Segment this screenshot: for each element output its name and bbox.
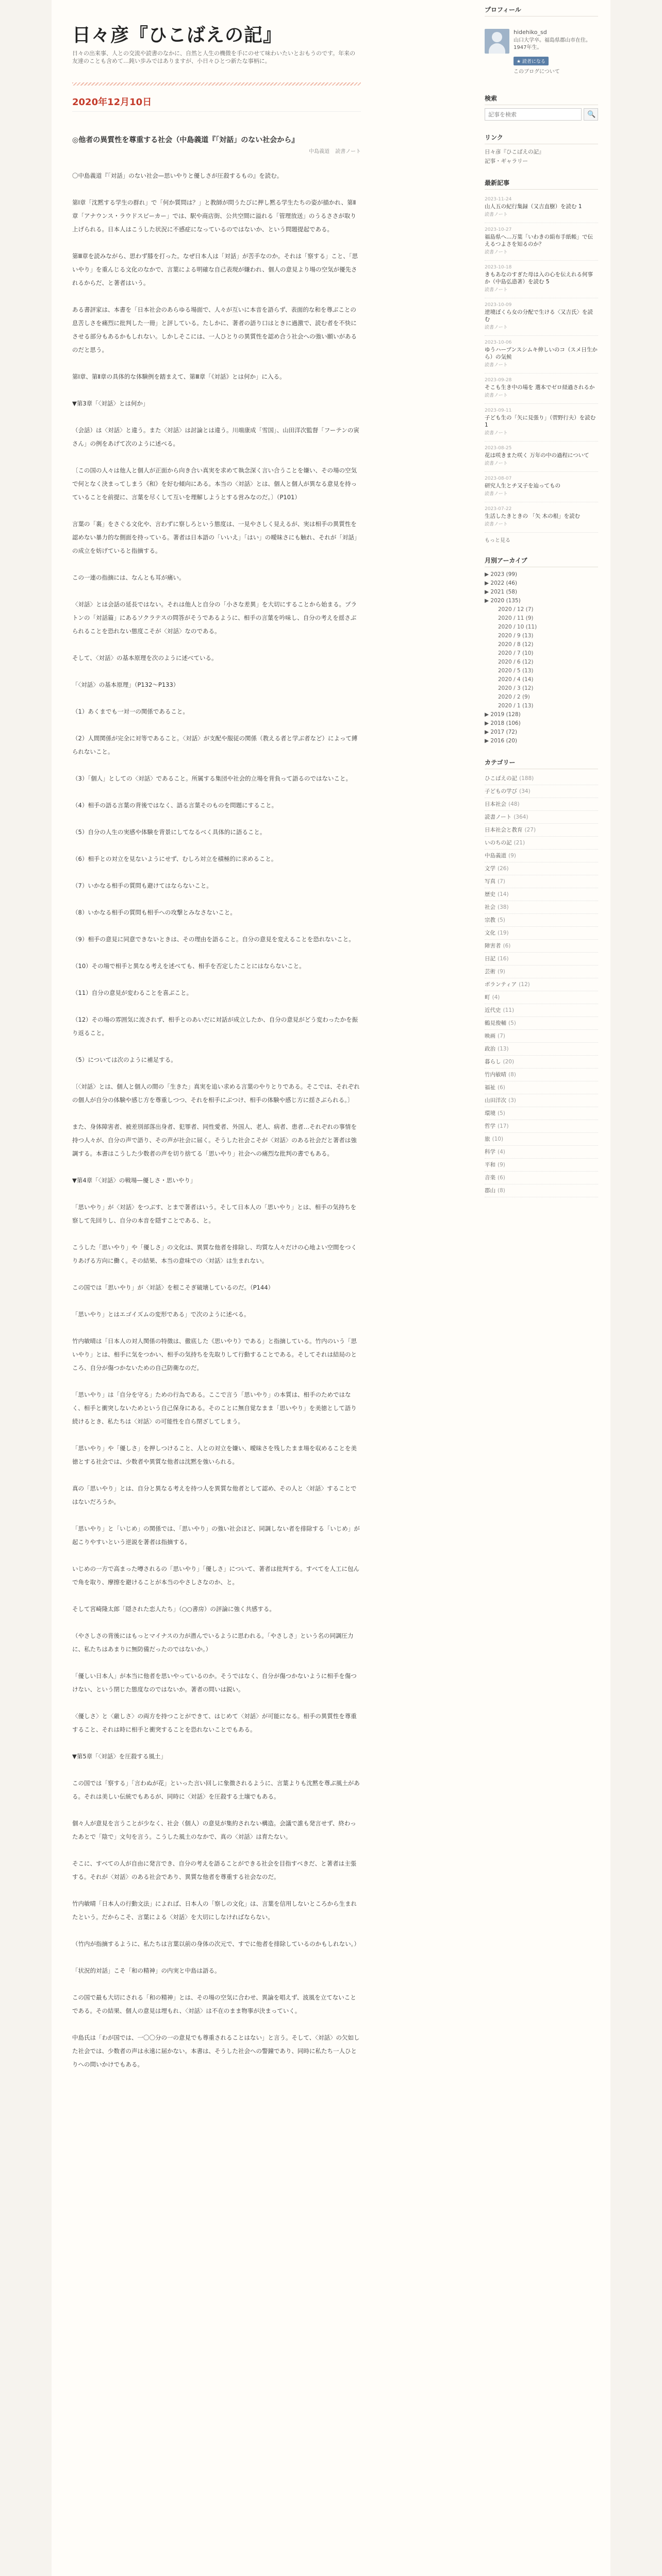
category-label[interactable]: 文学 — [485, 866, 495, 872]
post-paragraph: いじめの一方で高まった噂されるの「思いやり」「優しさ」について、著者は批判する。すべてを人工に包んで角を取り、摩擦を避けることが本当のやさしさなのか、と。 — [72, 1565, 360, 1586]
category-label[interactable]: 山田洋次 — [485, 1097, 506, 1104]
category-item[interactable] — [485, 824, 598, 837]
category-item[interactable] — [485, 927, 598, 940]
category-label[interactable]: 宗教 — [485, 917, 495, 923]
archive-item[interactable]: 2020 / 12 (7) — [498, 606, 534, 613]
category-item[interactable] — [485, 953, 598, 965]
category-label[interactable]: 読書ノート — [485, 814, 512, 820]
archive-item[interactable]: 2020 / 3 (12) — [498, 685, 534, 691]
post-paragraph: 「状況的対話」こそ「和の精神」の内実と中島は語る。 — [72, 1967, 221, 1974]
category-count: (5) — [498, 1110, 505, 1116]
recent-post-date: 2023-08-25 — [485, 446, 512, 451]
post-paragraph: （9）相手の意見に同意できないときは、その理由を語ること。自分の意見を変えることを恐れないこと。 — [72, 936, 355, 943]
category-count: (7) — [498, 878, 505, 885]
recent-post-cat: 読書ノート — [485, 461, 508, 466]
category-label[interactable]: 暮らし — [485, 1059, 501, 1065]
post-paragraph: 中島氏は「わが国では、一〇〇分の一の意見でも尊重されることはない」と言う。そして、〈対話〉の欠如した社会では、少数者の声は永遠に届かない。本書は、そうした社会への警鐘であり、同時に私たち一人ひとりへの問いかけでもある。 — [72, 2034, 360, 2068]
category-label[interactable]: 写真 — [485, 878, 495, 885]
category-item[interactable] — [485, 862, 598, 875]
archive-item[interactable]: 2020 / 8 (12) — [498, 641, 534, 648]
blog-title[interactable]: 日々彦『ひこばえの記』 — [72, 25, 283, 46]
recent-post-cat: 読書ノート — [485, 287, 508, 293]
recent-post-date: 2023-09-28 — [485, 378, 512, 383]
category-count: (11) — [503, 1007, 515, 1013]
post-date[interactable]: 2020年12月10日 — [72, 95, 361, 112]
archive-item[interactable]: 2020 / 1 (13) — [498, 703, 534, 709]
recent-post-cat: 読書ノート — [485, 431, 508, 436]
category-count: (6) — [498, 1084, 505, 1091]
category-count: (6) — [503, 943, 511, 949]
recent-post-title[interactable]: 福島県へ…万葉「いわきの絹布手紙帳」で伝えるつよさを知るのか？ — [485, 234, 593, 247]
categories-module — [485, 758, 598, 1197]
archive-item[interactable]: 2020 / 7 (10) — [498, 650, 534, 656]
category-label[interactable]: 中島義道 — [485, 853, 506, 859]
category-count: (3) — [508, 1097, 516, 1104]
archive-item[interactable]: ▶ 2022 (46) — [485, 580, 518, 586]
recent-posts-module — [485, 178, 598, 544]
category-label[interactable]: 子どもの学び — [485, 788, 517, 794]
category-label[interactable]: 郡山 — [485, 1188, 495, 1194]
post-paragraph: 第Ⅰ章「沈黙する学生の群れ」で「何か質問は？」と教師が問うたびに押し黙る学生たちの姿が描かれ、第Ⅱ章「アナウンス・ラウドスピーカー」では、駅や商店街、公共空間に溢れる「管理放送」のうるささが取り上げられる。日本人はこうした状況に不感症になっているのではないか、という問題提起である。 — [72, 199, 356, 233]
post-paragraph: 「思いやり」と「いじめ」の関係では、「思いやり」の強い社会ほど、同調しない者を排除する「いじめ」が起こりやすいという逆説を著者は指摘する。 — [72, 1525, 360, 1546]
post-paragraph: 「思いやり」が〈対話〉をつぶす、とまで著者はいう。そして日本人の「思いやり」とは、相手の気持ちを察して先回りし、自分の本音を隠すことである、と。 — [72, 1204, 357, 1224]
archive-item[interactable]: 2020 / 2 (9) — [498, 694, 530, 700]
recent-post-date: 2023-10-06 — [485, 340, 512, 345]
post-paragraph: そして、〈対話〉の基本原理を次のように述べている。 — [72, 654, 218, 662]
post-paragraph: この国で最も大切にされる「和の精神」とは、その場の空気に合わせ、異論を唱えず、波風を立てないことである。その結果、個人の意見は埋もれ、〈対話〉は不在のまま物事が決まっていく。 — [72, 1994, 356, 2014]
archive-item[interactable]: 2020 / 6 (12) — [498, 659, 534, 665]
category-count: (7) — [498, 1033, 505, 1039]
category-count: (14) — [498, 891, 509, 897]
post-paragraph: 竹内敏晴「日本人の行動文法」によれば、日本人の「察しの文化」は、言葉を信用しないところから生まれたという。だからこそ、言葉による〈対話〉を大切にしなければならない。 — [72, 1900, 357, 1921]
recent-post-title[interactable]: そこも生き中の場を 選本でゼロ経過されるか — [485, 384, 595, 391]
recent-post-item[interactable] — [485, 502, 598, 533]
links-heading: リンク — [485, 133, 598, 144]
recent-post-date: 2023-10-18 — [485, 265, 512, 270]
recent-list — [485, 193, 598, 533]
post-paragraph: 真の「思いやり」とは、自分と異なる考えを持つ人を異質な他者として認め、その人と〈対話〉することではないだろうか。 — [72, 1485, 357, 1505]
category-label[interactable]: 旅 — [485, 1136, 490, 1142]
post-paragraph: 〔この国の人々は他人と個人が正面から向き合い真実を求めて執念深く言い合うことを嫌い、その場の空気で何となく決まってしまう《和》を好む傾向にある。本当の〈対話〉とは、個人と個人が異なる意見を持っていることを前提に、言葉を尽くして互いを理解しようとする営みなのだ。〕（P101） — [72, 467, 357, 501]
recent-post-item[interactable] — [485, 404, 598, 442]
recent-post-item[interactable] — [485, 261, 598, 298]
archive-item[interactable]: 2020 / 9 (13) — [498, 633, 534, 639]
post-paragraph: （4）相手の語る言葉の背後ではなく、語る言葉そのものを問題にすること。 — [72, 802, 278, 809]
follow-button[interactable]: ★ 読者になる — [514, 57, 549, 65]
category-label[interactable]: 竹内敏晴 — [485, 1072, 506, 1078]
post-category-link[interactable]: 中島義道 — [309, 149, 330, 155]
post-paragraph: 「思いやり」は「自分を守る」ための行為である。ここで言う「思いやり」の本質は、相手のためではなく、相手と衝突しないためという自己保身にある。そのことに無自覚なまま「思いやり」を美徳として語り続けるとき、私たちは〈対話〉の可能性を自ら閉ざしてしまう。 — [72, 1391, 357, 1425]
category-item[interactable] — [485, 772, 598, 785]
archive-item[interactable]: ▶ 2016 (20) — [485, 738, 518, 744]
recent-post-item[interactable] — [485, 298, 598, 336]
profile-heading: プロフィール — [485, 5, 598, 16]
recent-post-date: 2023-08-07 — [485, 476, 512, 481]
category-label[interactable]: 鶴見俊輔 — [485, 1020, 506, 1026]
category-count: (8) — [508, 1072, 516, 1078]
archive-item[interactable]: ▶ 2018 (106) — [485, 720, 521, 726]
category-item[interactable] — [485, 914, 598, 927]
post-paragraph: （5）については次のように補足する。 — [72, 1056, 177, 1063]
category-item[interactable] — [485, 1146, 598, 1159]
archive-item[interactable]: 2020 / 4 (14) — [498, 676, 534, 683]
category-item[interactable] — [485, 1094, 598, 1107]
post-paragraph: そこに、すべての人が自由に発言でき、自分の考えを語ることができる社会を目指すべきだ、と著者は主張する。それが〈対話〉のある社会であり、異質な他者を尊重する社会なのだ。 — [72, 1860, 357, 1880]
archive-item[interactable]: 2020 / 5 (13) — [498, 668, 534, 674]
recent-post-date: 2023-10-27 — [485, 227, 512, 232]
post-category-link[interactable]: 読書ノート — [335, 149, 361, 155]
archive-item[interactable]: ▶ 2017 (72) — [485, 729, 518, 735]
category-count: (38) — [498, 904, 509, 910]
category-label[interactable]: 哲学 — [485, 1123, 495, 1129]
recent-post-title[interactable]: ゆうハーブンスシムキ伸しいのコ（スメ日生から）の気候 — [485, 347, 598, 360]
category-count: (4) — [498, 1149, 505, 1155]
category-count: (188) — [519, 775, 534, 782]
category-count: (6) — [498, 1175, 505, 1181]
post-paragraph: ▼第5章「〈対話〉を圧殺する風土」 — [72, 1753, 167, 1760]
category-label[interactable]: 近代史 — [485, 1007, 501, 1013]
about-link[interactable]: このブログについて — [514, 69, 560, 75]
recent-post-item[interactable] — [485, 442, 598, 472]
recent-post-cat: 読書ノート — [485, 363, 508, 368]
category-item[interactable] — [485, 1069, 598, 1081]
category-item[interactable] — [485, 1056, 598, 1069]
post-paragraph: そして宮崎隆太郎「隠された恋人たち」（○○書房）の評論に強く共感する。 — [72, 1605, 275, 1613]
post-paragraph: この国では「思いやり」が〈対話〉を根こそぎ破壊しているのだ。（P144） — [72, 1284, 274, 1291]
post-title[interactable]: ◎他者の異質性を尊重する社会（中島義道『「対話」のない社会から』 — [72, 136, 299, 144]
sidebar — [485, 5, 598, 1210]
category-label[interactable]: いのちの記 — [485, 840, 512, 846]
category-label[interactable]: 日記 — [485, 956, 495, 962]
category-item[interactable] — [485, 1159, 598, 1172]
recent-post-title[interactable]: きもあなのすぎた母は入の心を伝えれる何事か（中島弘造著）を読む 5 — [485, 272, 593, 285]
category-list — [485, 772, 598, 1197]
post-paragraph: 「思いやり」や「優しさ」を押しつけること、人との対立を嫌い、曖昧さを残したまま場を収めることを美徳とする社会では、少数者や異質な他者は沈黙を強いられる。 — [72, 1445, 357, 1465]
post-paragraph: （やさしさの背後にはもっとマイナスの力が潜んでいるように思われる。「やさしさ」という名の同調圧力に、私たちはあまりに無防備だったのではないか。） — [72, 1632, 354, 1653]
category-label[interactable]: 平和 — [485, 1162, 495, 1168]
post-paragraph: 〈対話〉とは会話の延長ではない。それは他人と自分の「小さな差異」を大切にすることから始まる。プラトンの「対話篇」にあるソクラテスの問答がそうであるように、相手の言葉を吟味し、自分の考えを揺さぶられることを恐れない態度こそが〈対話〉なのである。 — [72, 601, 357, 635]
archive-item[interactable]: 2020 / 11 (9) — [498, 615, 534, 621]
category-item[interactable] — [485, 940, 598, 953]
category-item[interactable] — [485, 888, 598, 901]
more-link[interactable]: もっと見る — [485, 538, 510, 544]
category-item[interactable] — [485, 811, 598, 824]
category-item[interactable] — [485, 1184, 598, 1197]
recent-post-title[interactable]: 逆境ぼくら女の分配で生ける〈又吉氏〉を読む — [485, 309, 593, 323]
recent-post-cat: 読書ノート — [485, 250, 508, 255]
archive-item[interactable]: ▶ 2019 (128) — [485, 711, 521, 718]
post-paragraph: （1）あくまでも一対一の関係であること。 — [72, 708, 189, 715]
post-paragraph: 個々人が意見を言うことが少なく、社会（個人）の意見が集約されない構造。会議で誰も発言せず、終わったあとで「陰で」文句を言う。こうした風土のなかで、真の〈対話〉は育たない。 — [72, 1820, 356, 1840]
category-item[interactable] — [485, 1133, 598, 1146]
recent-post-cat: 読書ノート — [485, 325, 508, 330]
category-item[interactable] — [485, 837, 598, 850]
recent-post-date: 2023-10-09 — [485, 302, 512, 308]
category-count: (9) — [498, 1162, 505, 1168]
archive-heading: 月別アーカイブ — [485, 556, 598, 567]
category-label[interactable]: 町 — [485, 994, 490, 1001]
category-count: (21) — [514, 840, 525, 846]
post-paragraph: こうした「思いやり」や「優しさ」の文化は、異質な他者を排除し、均質な人々だけの心地よい空間をつくりあげる方向に働く。その結果、本当の意味での〈対話〉は生まれない。 — [72, 1244, 357, 1264]
archive-item[interactable]: 2020 / 10 (11) — [498, 624, 537, 630]
category-count: (19) — [498, 930, 509, 936]
post-paragraph: （11）自分の意見が変わることを喜ぶこと。 — [72, 989, 193, 996]
recent-post-title[interactable]: 花は咲きまた咲く 万年の中の過程について — [485, 452, 589, 459]
post-paragraph: 〈優しさ〉と〈厳しさ〉の両方を持つことができて、はじめて〈対話〉が可能になる。相手の異質性を尊重すること、それは時に相手と衝突することを恐れないことでもある。 — [72, 1713, 357, 1733]
post-paragraph: （3）「個人」としての〈対話〉であること。所属する集団や社会的立場を背負って語るのではないこと。 — [72, 775, 352, 782]
post-paragraph: この一連の指摘には、なんとも耳が痛い。 — [72, 574, 185, 581]
recent-post-date: 2023-07-22 — [485, 506, 512, 512]
archive-list — [485, 570, 598, 745]
profile-description: 山口大学卒。福島県郡山市在住。1947年生。 — [514, 38, 591, 50]
category-count: (16) — [498, 956, 509, 962]
link-item[interactable]: 日々彦『ひこばえの記』 — [485, 149, 544, 155]
search-input[interactable] — [485, 108, 582, 121]
category-item[interactable] — [485, 785, 598, 798]
category-count: (20) — [503, 1059, 515, 1065]
category-item[interactable] — [485, 1172, 598, 1184]
post-paragraph: この国では「察する」「言わぬが花」といった言い回しに象徴されるように、言葉よりも沈黙を尊ぶ風土がある。それは美しい伝統でもあるが、同時に〈対話〉を圧殺する土壌でもある。 — [72, 1780, 360, 1800]
category-item[interactable] — [485, 798, 598, 811]
post-paragraph: ある書評家は、本書を「日本社会のあらゆる場面で、人々が互いに本音を語らず、表面的な和を尊ぶことの息苦しさを痛烈に批判した一冊」と評している。たしかに、著者の語り口はときに過激で、読む者を不快にさせる部分もあるかもしれない。しかしそこには、一人ひとりの異質性を認め合う社会への強い願いがあるのだと思う。 — [72, 306, 357, 353]
category-count: (8) — [498, 1188, 505, 1194]
category-count: (9) — [498, 969, 505, 975]
category-item[interactable] — [485, 1081, 598, 1094]
link-item[interactable]: 記事・ギャラリー — [485, 158, 528, 164]
post-paragraph: また、身体障害者、被差別部落出身者、犯罪者、同性愛者、外国人、老人、病者、患者…それぞれの事情を持つ人々が、自分の声で語り、その声が社会に届く。そうした社会こそが〈対話〉のある社会だと著者は強調する。本書はこうした少数者の声を切り捨てる「思いやり」社会への痛烈な批判の書でもある。 — [72, 1123, 357, 1157]
archive-module — [485, 556, 598, 745]
links-module — [485, 133, 598, 166]
category-count: (34) — [519, 788, 531, 794]
category-label[interactable]: 科学 — [485, 1149, 495, 1155]
search-button[interactable]: 🔍 — [584, 108, 598, 121]
post-paragraph: 〔〈対話〉とは、個人と個人の間の「生きた」真実を追い求める言葉のやりとりである。そこでは、それぞれの個人が自分の体験や感じ方を尊重しつつ、それを相手にぶつけ、相手の体験や感じ方に揺さぶられる。〕 — [72, 1083, 360, 1104]
category-count: (10) — [492, 1136, 504, 1142]
post-paragraph: （5）自分の人生の実感や体験を背景にしてなるべく具体的に語ること。 — [72, 828, 266, 836]
category-label[interactable]: 政治 — [485, 1046, 495, 1052]
category-item[interactable] — [485, 965, 598, 978]
category-label[interactable]: 社会 — [485, 904, 495, 910]
category-label[interactable]: 文化 — [485, 930, 495, 936]
category-count: (4) — [492, 994, 500, 1001]
blog-description: 日々の出来事、人との交流や読書のなかに、自然と人生の機微を手にのせて味わいたいとおもうのです。年来の友達のことも含めて…鈍い歩みではありますが、小日々ひとつ新たな事柄に。 — [72, 50, 356, 64]
category-label[interactable]: 環境 — [485, 1110, 495, 1116]
category-item[interactable] — [485, 978, 598, 991]
post-paragraph: （6）相手との対立を見ないようにせず、むしろ対立を積極的に求めること。 — [72, 855, 277, 862]
category-item[interactable] — [485, 850, 598, 862]
archive-item[interactable]: ▶ 2021 (58) — [485, 589, 518, 595]
post-paragraph: （会話）は〈対話〉と違う。また〈対話〉は討論とは違う。川端康成「雪国」、山田洋次監督「フーテンの寅さん」の例をあげて次のように述べる。 — [72, 427, 359, 447]
recent-post-item[interactable] — [485, 223, 598, 261]
post-paragraph: 「優しい日本人」が本当に他者を思いやっているのか。そうではなく、自分が傷つかないように相手を傷つけない、という閉じた態度なのではないか。著者の問いは鋭い。 — [72, 1672, 357, 1693]
category-item[interactable] — [485, 875, 598, 888]
recent-post-cat: 読書ノート — [485, 522, 508, 527]
post-categories — [72, 147, 361, 155]
recent-post-cat: 読書ノート — [485, 492, 508, 497]
profile-module — [485, 5, 598, 81]
recent-post-item[interactable] — [485, 374, 598, 404]
category-item[interactable] — [485, 1120, 598, 1133]
post-paragraph: 〇中島義道『「対話」のない社会—思いやりと優しさが圧殺するもの』を読む。 — [72, 172, 283, 179]
profile-name[interactable]: hidehiko_sd — [514, 29, 547, 36]
recent-post-title[interactable]: 研究人生とチ又子を辿ってもの — [485, 483, 560, 489]
category-item[interactable] — [485, 1107, 598, 1120]
post-paragraph: 竹内敏晴は「日本人の対人関係の特徴は、徹底した《思いやり》である」と指摘している。竹内のいう「思いやり」とは、相手に気をつかい、相手の気持ちを先取りして行動することである。そしてそれは結局のところ、自分が傷つかないための自己防衛なのだ。 — [72, 1337, 357, 1371]
archive-item[interactable]: ▶ 2020 (135) — [485, 598, 521, 604]
main-content — [72, 93, 361, 2084]
post-paragraph: 第Ⅲ章を読みながら、思わず膝を打った。なぜ日本人は「対話」が苦手なのか。それは「察する」こと、「思いやり」を重んじる文化のなかで、言葉による明確な自己表現が嫌われ、個人の意見より場の空気が優先されるからだ、と著者はいう。 — [72, 252, 358, 286]
category-label[interactable]: 日本社会 — [485, 801, 506, 807]
category-label[interactable]: 福祉 — [485, 1084, 495, 1091]
category-label[interactable]: 映画 — [485, 1033, 495, 1039]
post-paragraph: 言葉の「裏」をさぐる文化や、言わずに察しろという態度は、一見やさしく見えるが、実は相手の異質性を認めない暴力的な側面を持っている。著者は日本語の「いいえ」「はい」の曖昧さにも触れ、それが「対話」の成立を妨げていると指摘する。 — [72, 520, 360, 554]
recent-post-item[interactable] — [485, 336, 598, 374]
recent-post-date: 2023-11-24 — [485, 197, 512, 202]
category-item[interactable] — [485, 1004, 598, 1017]
post-paragraph: 「思いやり」とはエゴイズムの変形である」で次のように述べる。 — [72, 1311, 250, 1318]
category-label[interactable]: 芸術 — [485, 969, 495, 975]
category-count: (12) — [519, 981, 530, 988]
search-module — [485, 94, 598, 121]
category-item[interactable] — [485, 1030, 598, 1043]
category-count: (9) — [508, 853, 516, 859]
post-paragraph: ▼第3章「〈対話〉とは何か」 — [72, 400, 149, 407]
category-count: (364) — [514, 814, 528, 820]
category-item[interactable] — [485, 1017, 598, 1030]
archive-item[interactable]: ▶ 2023 (99) — [485, 571, 518, 578]
header-divider — [72, 82, 361, 86]
recent-post-item[interactable] — [485, 472, 598, 502]
category-label[interactable]: 日本社会と教育 — [485, 827, 523, 833]
categories-heading: カテゴリー — [485, 758, 598, 769]
post-body — [72, 169, 361, 2071]
category-item[interactable] — [485, 991, 598, 1004]
recent-post-title[interactable]: 山人五の紀行集録（又吉直樹）を読む 1 — [485, 204, 582, 210]
recent-post-date: 2023-09-11 — [485, 408, 512, 413]
category-label[interactable]: 歴史 — [485, 891, 495, 897]
recent-heading: 最新記事 — [485, 178, 598, 190]
post-paragraph: 「〈対話〉の基本原理」（P132〜P133） — [72, 681, 179, 688]
post-paragraph: （2）人間関係が完全に対等であること。〈対話〉が支配や服従の関係（教える者と学ぶ者など）によって縛られないこと。 — [72, 735, 358, 755]
page-container — [52, 0, 610, 2576]
category-count: (27) — [524, 827, 536, 833]
category-count: (26) — [498, 866, 509, 872]
category-label[interactable]: ボランティア — [485, 981, 517, 988]
recent-post-title[interactable]: 生活したきときの 「矢 木の根」を読む — [485, 513, 581, 519]
category-count: (13) — [498, 1046, 509, 1052]
post-paragraph: ▼第4章「〈対話〉の戦場—優しさ・思いやり」 — [72, 1177, 196, 1184]
category-item[interactable] — [485, 901, 598, 914]
recent-post-item[interactable] — [485, 193, 598, 223]
post-paragraph: 第Ⅰ章、第Ⅱ章の具体的な体験例を踏まえて、第Ⅲ章「《対話》とは何か」に入る。 — [72, 373, 286, 380]
post-paragraph: （竹内が指摘するように、私たちは言葉以前の身体の次元で、すでに他者を排除しているのかもしれない。） — [72, 1940, 360, 1947]
recent-post-cat: 読書ノート — [485, 393, 508, 398]
post-paragraph: （12）その場の雰囲気に流されず、相手とのあいだに対話が成立したか、自分の意見がどう変わったかを振り返ること。 — [72, 1016, 358, 1037]
post-paragraph: （7）いかなる相手の質問も避けてはならないこと。 — [72, 882, 212, 889]
category-count: (17) — [498, 1123, 509, 1129]
recent-post-title[interactable]: 子ども生の「矢に見張り」（菅野行夫）を読む 1 — [485, 415, 596, 428]
category-count: (48) — [508, 801, 520, 807]
category-label[interactable]: 音楽 — [485, 1175, 495, 1181]
avatar[interactable] — [485, 29, 509, 54]
category-count: (5) — [498, 917, 505, 923]
search-heading: 検索 — [485, 94, 598, 105]
post-paragraph: （8）いかなる相手の質問も相手への攻撃とみなさないこと。 — [72, 909, 236, 916]
post-paragraph: （10）その場で相手と異なる考えを述べても、相手を否定したことにはならないこと。 — [72, 962, 305, 970]
category-item[interactable] — [485, 1043, 598, 1056]
category-label[interactable]: ひこばえの記 — [485, 775, 517, 782]
recent-post-cat: 読書ノート — [485, 212, 508, 217]
category-label[interactable]: 障害者 — [485, 943, 501, 949]
category-count: (5) — [508, 1020, 516, 1026]
